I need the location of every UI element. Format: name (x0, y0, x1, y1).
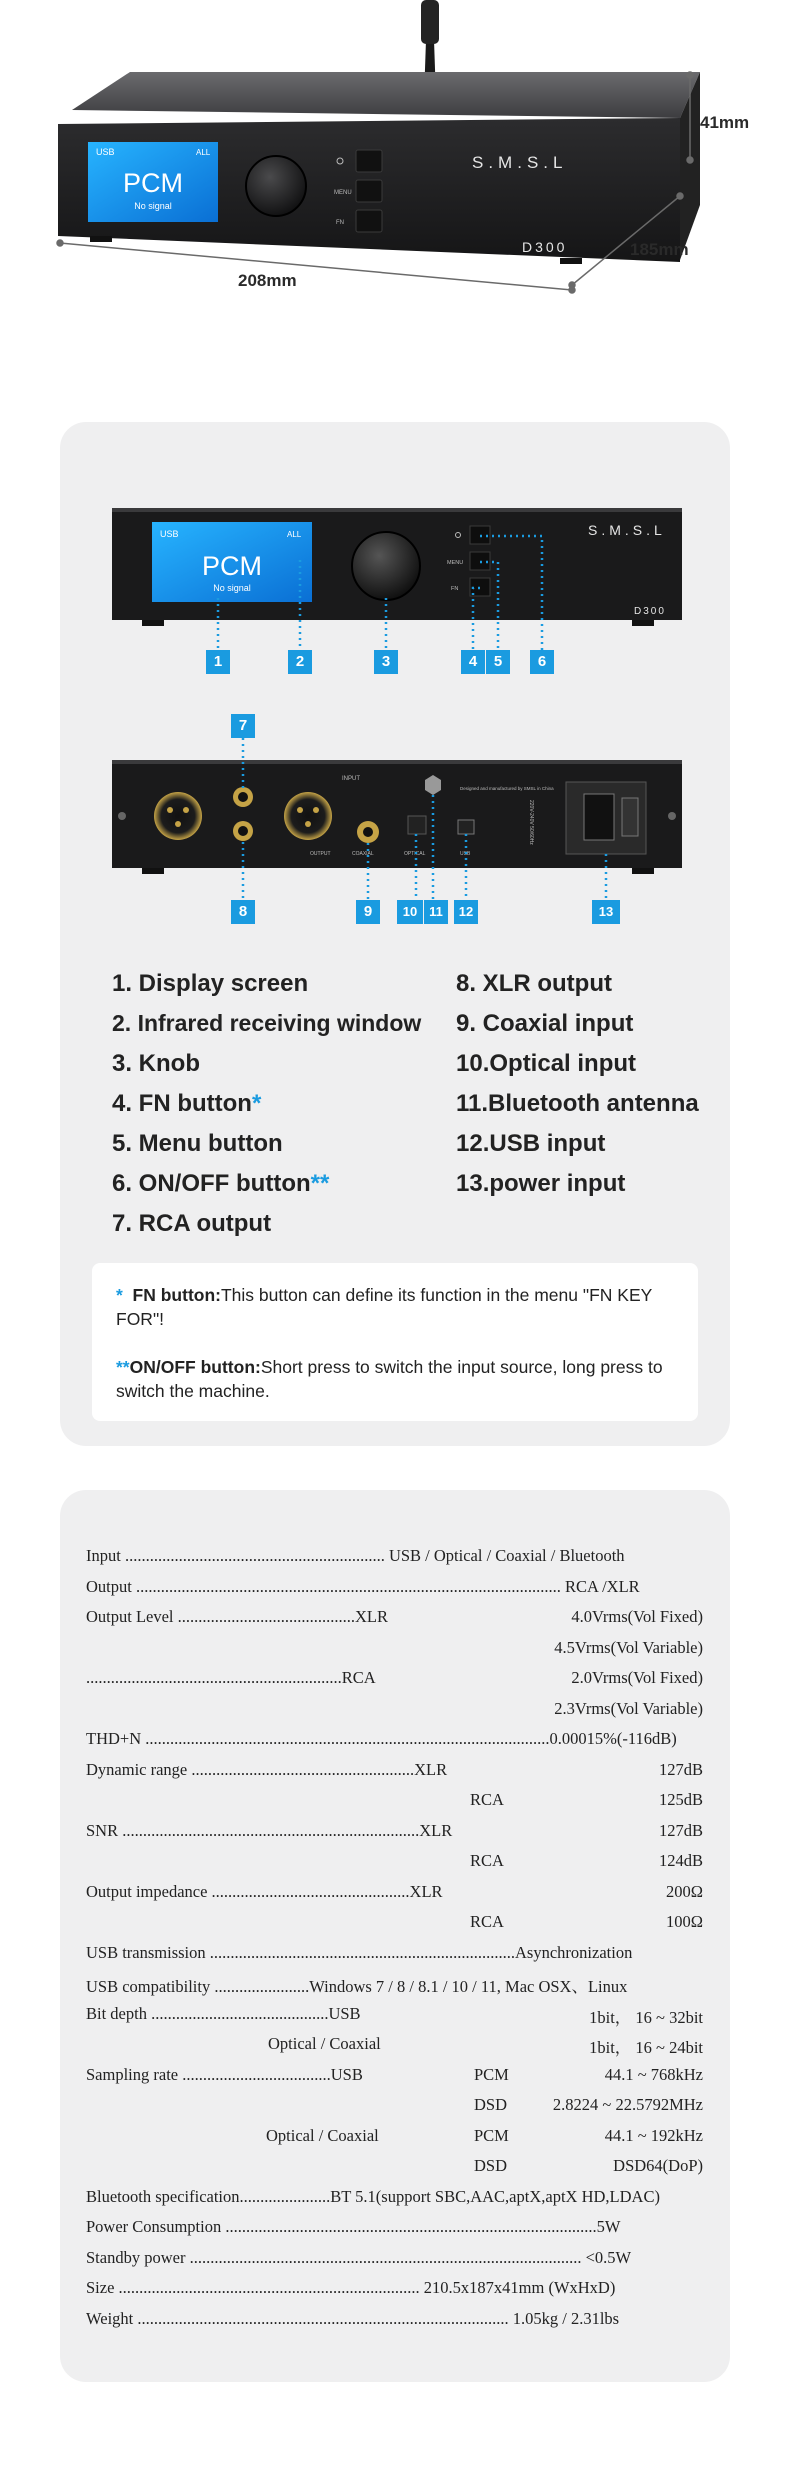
spec-c1-25: Weight .......................................................................................... 1.05kg / 2.31lbs (86, 2308, 620, 2328)
callout-7: 7 (231, 714, 255, 738)
spec-c4-16: 1bit， 16 ~ 24bit (589, 2038, 703, 2057)
svg-text:OPTICAL: OPTICAL (404, 851, 426, 857)
svg-text:ALL: ALL (287, 530, 302, 539)
svg-text:FN: FN (336, 220, 344, 226)
svg-text:220V-240V 50/60Hz: 220V-240V 50/60Hz (528, 800, 534, 845)
spec-c4-5: 2.3Vrms(Vol Variable) (554, 1698, 703, 1718)
callout-1: 1 (206, 650, 230, 674)
spec-c3-18: DSD (474, 2095, 508, 2114)
legend-right-8: 8. XLR output (456, 970, 612, 997)
screen-format: PCM (123, 168, 183, 198)
spec-c4-3: 4.5Vrms(Vol Variable) (554, 1637, 703, 1657)
spec-c1-15: Bit depth ...........................................USB (86, 2003, 361, 2023)
svg-text:No signal: No signal (213, 583, 251, 593)
svg-text:Designed and manufactured by S: Designed and manufactured by SMSL in China (460, 786, 554, 791)
legend-left-6: 6. ON/OFF button** (112, 1170, 330, 1197)
legend-right-11: 11.Bluetooth antenna (456, 1090, 699, 1117)
svg-text:USB: USB (160, 529, 179, 539)
spec-c1-2: Output Level ...........................................XLR (86, 1607, 389, 1626)
spec-c1-23: Standby power ............................................................................................... <0.5W (86, 2247, 632, 2267)
svg-text:OUTPUT: OUTPUT (310, 851, 331, 857)
callout-13: 13 (592, 900, 620, 924)
note-fn: * FN button:This button can define its function in the menu "FN KEY FOR"! (116, 1285, 652, 1329)
legend-right-10: 10.Optical input (456, 1050, 637, 1077)
legend-left-1: 1. Display screen (112, 970, 309, 997)
spec-c1-11: Output impedance ................................................XLR (86, 1881, 443, 1901)
spec-c1-6: THD+N ..................................................................................................0.00015%(-116dB) (86, 1729, 677, 1748)
spec-c1-22: Power Consumption ..........................................................................................5W (86, 2217, 621, 2236)
callout-9: 9 (356, 900, 380, 924)
spec-c1-24: Size ......................................................................... 210.5x187x41mm (WxHxD) (86, 2278, 616, 2297)
legend-left-4: 4. FN button* (112, 1090, 262, 1117)
legend-right-12: 12.USB input (456, 1130, 606, 1157)
svg-text:ALL: ALL (196, 148, 211, 157)
dim-height: 41mm (700, 113, 750, 132)
spec-c1-14: USB compatibility .......................Windows 7 / 8 / 8.1 / 10 / 11, Mac OSX、Linux (86, 1977, 628, 1996)
legend-left-2: 2. Infrared receiving window (112, 1010, 422, 1036)
spec-c4-11: 200Ω (665, 1881, 703, 1901)
callout-8: 8 (231, 900, 255, 924)
spec-c4-7: 127dB (658, 1759, 703, 1779)
svg-text:S.M.S.L: S.M.S.L (588, 522, 666, 538)
svg-text:MENU: MENU (447, 560, 464, 566)
screen-input-label: USB (96, 147, 115, 157)
front-knob (352, 532, 420, 600)
spec-c1-1: Output ....................................................................................................... RCA /XLR (86, 1576, 640, 1596)
legend-left-3: 3. Knob (112, 1050, 200, 1077)
svg-text:No signal: No signal (134, 201, 172, 211)
spec-c1-4: ..............................................................RCA (86, 1668, 376, 1687)
spec-c4-15: 1bit， 16 ~ 32bit (589, 2007, 703, 2027)
callout-5: 5 (486, 650, 510, 674)
legend-left-7: 7. RCA output (112, 1210, 272, 1237)
spec-c1-17: Sampling rate ....................................USB (86, 2064, 363, 2084)
spec-c2-12: RCA (470, 1912, 504, 1931)
spec-c4-10: 124dB (658, 1851, 703, 1870)
legend-left-5: 5. Menu button (112, 1130, 283, 1157)
spec-c1-13: USB transmission ..........................................................................Asynchronization (86, 1942, 633, 1962)
svg-text:COAXIAL: COAXIAL (352, 851, 374, 857)
callout-12: 12 (454, 900, 478, 924)
spec-c1-21: Bluetooth specification......................BT 5.1(support SBC,AAC,aptX,aptX HD,LDAC) (86, 2186, 660, 2206)
model-logo: D300 (522, 239, 568, 255)
spec-c4-8: 125dB (658, 1790, 703, 1809)
brand-logo: S.M.S.L (472, 153, 568, 172)
spec-c4-18: 2.8224 ~ 22.5792MHz (552, 2095, 703, 2114)
spec-c4-9: 127dB (658, 1820, 703, 1840)
dim-width: 208mm (238, 271, 297, 290)
spec-c1-0: Input ............................................................... USB / Optical / Coaxial / Bluetooth (86, 1546, 625, 1565)
legend-right-13: 13.power input (456, 1170, 626, 1197)
dim-depth: 185mm (630, 240, 689, 259)
callout-3: 3 (374, 650, 398, 674)
spec-c1-7: Dynamic range ......................................................XLR (86, 1759, 448, 1779)
svg-text:FN: FN (451, 586, 459, 592)
callout-2: 2 (288, 650, 312, 674)
spec-c4-19: 44.1 ~ 192kHz (604, 2125, 703, 2145)
spec-c1-19: Optical / Coaxial (266, 2125, 379, 2145)
svg-text:D300: D300 (634, 606, 666, 617)
svg-text:MENU: MENU (334, 190, 352, 196)
svg-text:USB: USB (460, 851, 471, 857)
spec-c2-10: RCA (470, 1851, 504, 1870)
callout-10: 10 (397, 900, 423, 924)
spec-c3-17: PCM (474, 2064, 509, 2084)
spec-c4-2: 4.0Vrms(Vol Fixed) (571, 1607, 703, 1626)
spec-c4-20: DSD64(DoP) (613, 2156, 703, 2175)
spec-c4-12: 100Ω (665, 1912, 703, 1931)
spec-c3-19: PCM (474, 2125, 509, 2145)
rear-panel (112, 760, 682, 874)
callout-6: 6 (530, 650, 554, 674)
spec-c3-20: DSD (474, 2156, 508, 2175)
note-onoff: **ON/OFF button:Short press to switch the input source, long press to switch the machine. (116, 1357, 663, 1401)
callout-11: 11 (424, 900, 448, 924)
svg-text:INPUT: INPUT (342, 776, 360, 782)
spec-c2-8: RCA (470, 1790, 504, 1809)
spec-c1-16: Optical / Coaxial (268, 2034, 381, 2053)
spec-c4-4: 2.0Vrms(Vol Fixed) (571, 1668, 703, 1687)
spec-c1-9: SNR ........................................................................XLR (86, 1820, 453, 1840)
callout-4: 4 (461, 650, 485, 674)
button-notes (92, 1263, 698, 1421)
spec-c4-17: 44.1 ~ 768kHz (604, 2064, 703, 2084)
panel-diagrams (0, 0, 790, 1000)
legend-right-9: 9. Coaxial input (456, 1010, 634, 1037)
front-panel (112, 508, 682, 626)
svg-text:PCM: PCM (202, 551, 262, 581)
